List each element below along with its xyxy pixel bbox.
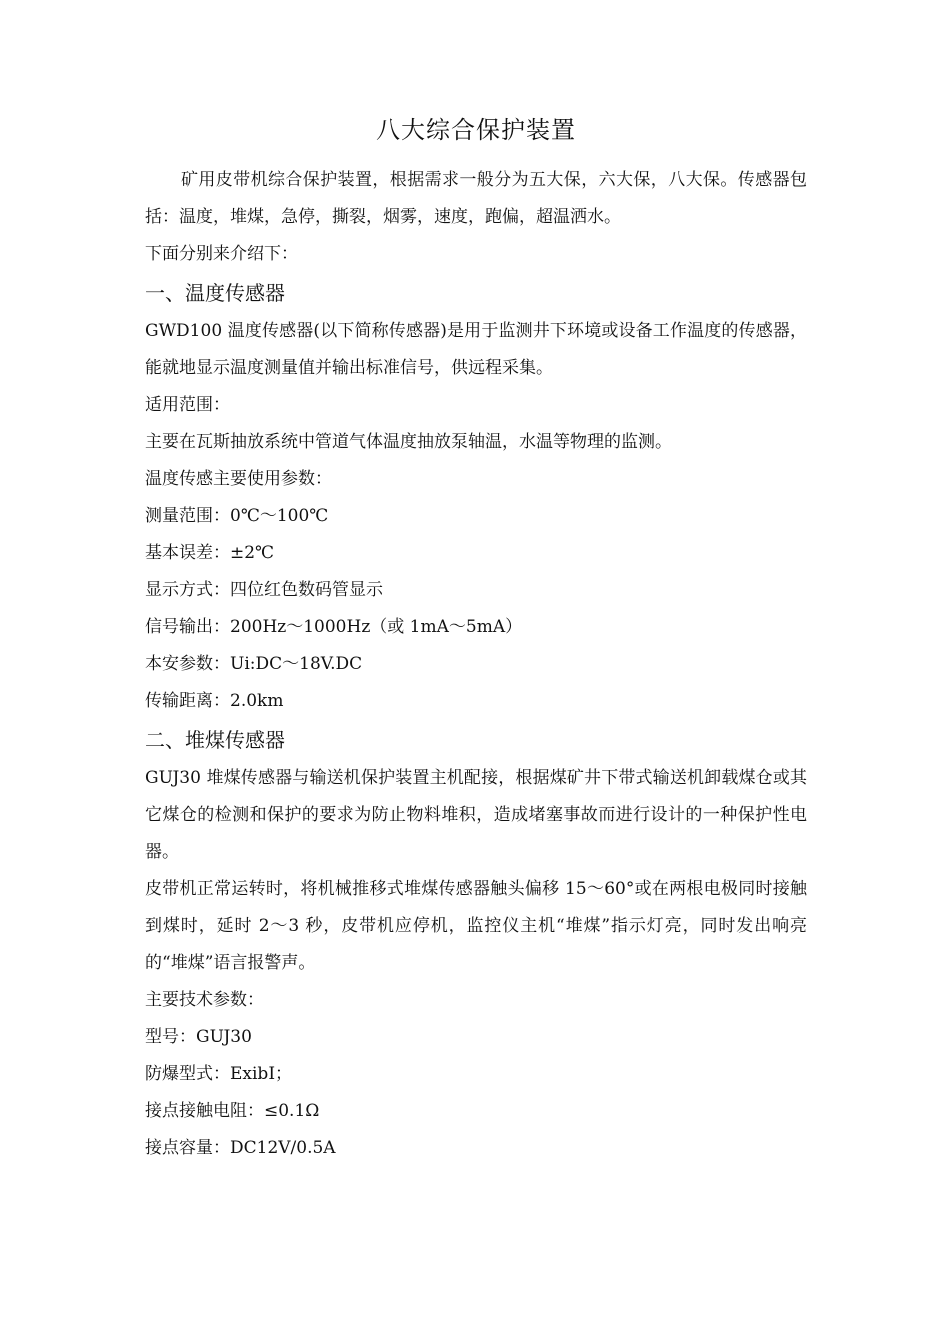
temperature-description: GWD100 温度传感器(以下简称传感器)是用于监测井下环境或设备工作温度的传感器，能就地显示温度测量值并输出标准信号，供远程采集。 [145,321,807,378]
param-line: 测量范围：0℃～100℃ [145,506,329,526]
coal-pile-description: GUJ30 堆煤传感器与输送机保护装置主机配接，根据煤矿井下带式输送机卸载煤仓或其它煤仓的检测和保护的要求为防止物料堆积，造成堵塞事故而进行设计的一种保护性电器。 [145,768,807,862]
scope-label: 适用范围： [145,395,230,415]
intro-lead: 下面分别来介绍下： [145,244,298,264]
document-title: 八大综合保护装置 [376,116,576,144]
param-line: 本安参数：Ui:DC～18V.DC [145,654,363,674]
param-line: 传输距离：2.0km [145,691,284,711]
section-heading-temperature: 一、温度传感器 [145,281,285,305]
section-heading-coal-pile: 二、堆煤传感器 [145,728,285,752]
params-label: 温度传感主要使用参数： [145,469,332,489]
intro-paragraph: 矿用皮带机综合保护装置，根据需求一般分为五大保，六大保，八大保。传感器包括：温度，堆煤，急停，撕裂，烟雾，速度，跑偏，超温洒水。 [145,170,807,227]
document-page [145,110,807,1167]
param-line: 接点容量：DC12V/0.5A [145,1138,336,1158]
tech-params-label: 主要技术参数： [145,990,264,1010]
param-line: 型号：GUJ30 [145,1027,252,1047]
param-line: 信号输出：200Hz～1000Hz（或 1mA～5mA） [145,617,523,637]
scope-text: 主要在瓦斯抽放系统中管道气体温度抽放泵轴温，水温等物理的监测。 [145,432,672,452]
param-line: 基本误差：±2℃ [145,543,275,563]
operation-description: 皮带机正常运转时，将机械推移式堆煤传感器触头偏移 15～60°或在两根电极同时接触到煤时，延时 2～3 秒，皮带机应停机，监控仪主机“堆煤”指示灯亮，同时发出响亮的“堆煤”语言报警声。 [145,879,807,973]
param-line: 防爆型式：ExibⅠ； [145,1064,293,1084]
param-line: 接点接触电阻：≤0.1Ω [145,1101,320,1121]
param-line: 显示方式：四位红色数码管显示 [145,580,383,600]
